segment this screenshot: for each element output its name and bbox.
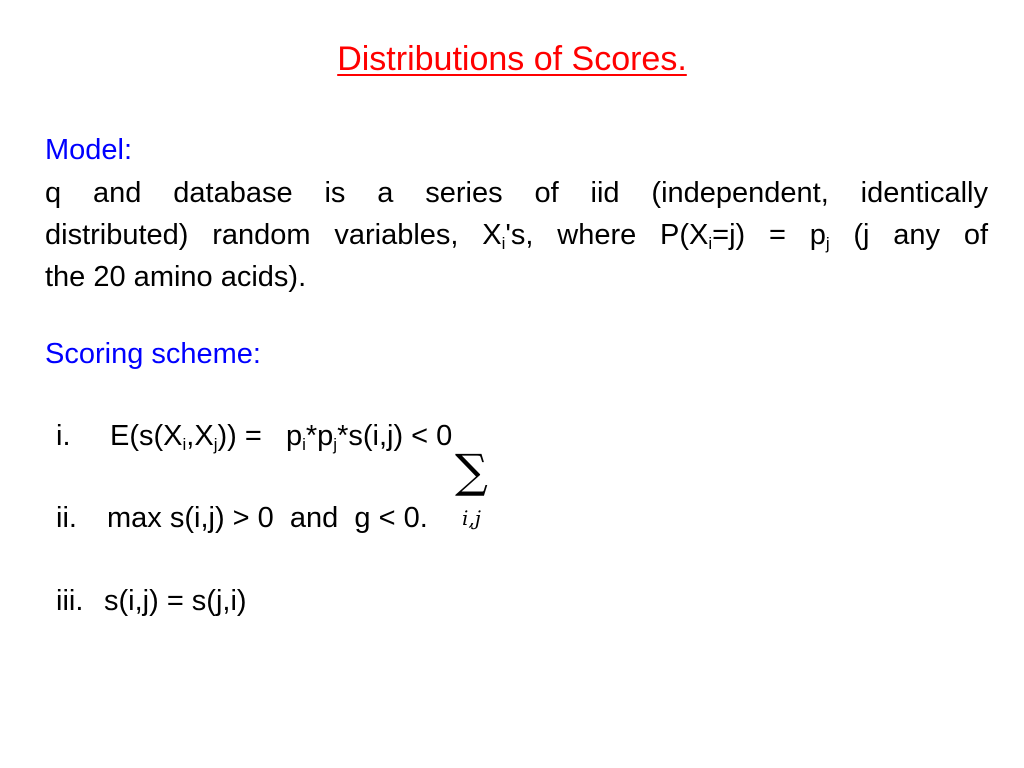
subscript-i: i <box>302 435 306 454</box>
model-line-1: q and database is a series of iid (independent, identically <box>45 177 988 209</box>
slide-title: Distributions of Scores. <box>337 40 687 78</box>
summation-symbol: ∑ <box>455 444 488 498</box>
model-line-2-text-c: =j) = p <box>712 219 826 251</box>
subscript-j: j <box>213 435 218 454</box>
scoring-item-max-score: max s(i,j) > 0 and g < 0. <box>107 502 428 534</box>
model-heading: Model: <box>45 134 133 166</box>
model-line-3: the 20 amino acids). <box>45 261 307 293</box>
subscript-i: i <box>708 234 713 253</box>
expectation-text-c: )) = p <box>217 420 303 452</box>
summation-index: i,j <box>462 506 481 530</box>
item-marker-i: i. <box>56 420 71 452</box>
subscript-i: i <box>182 435 187 454</box>
model-paragraph <box>45 172 988 298</box>
model-line-2-text-a: distributed) random variables, X <box>45 219 502 251</box>
expectation-text-d: *p <box>305 420 334 452</box>
model-line-2-text-d: (j any of <box>829 219 988 251</box>
model-line-2 <box>45 214 988 256</box>
model-line-2-text-b: 's, where P(X <box>505 219 709 251</box>
subscript-j: j <box>825 234 830 253</box>
subscript-i: i <box>501 234 506 253</box>
scoring-heading: Scoring scheme: <box>45 338 261 370</box>
subscript-j: j <box>333 435 338 454</box>
expectation-text-a: E(s(X <box>110 420 183 452</box>
item-marker-iii: iii. <box>56 585 84 617</box>
scoring-item-expectation <box>110 420 452 453</box>
scoring-item-symmetry: s(i,j) = s(j,i) <box>104 585 247 617</box>
item-marker-ii: ii. <box>56 502 77 534</box>
expectation-text-e: *s(i,j) < 0 <box>337 420 453 452</box>
expectation-text-b: ,X <box>186 420 214 452</box>
